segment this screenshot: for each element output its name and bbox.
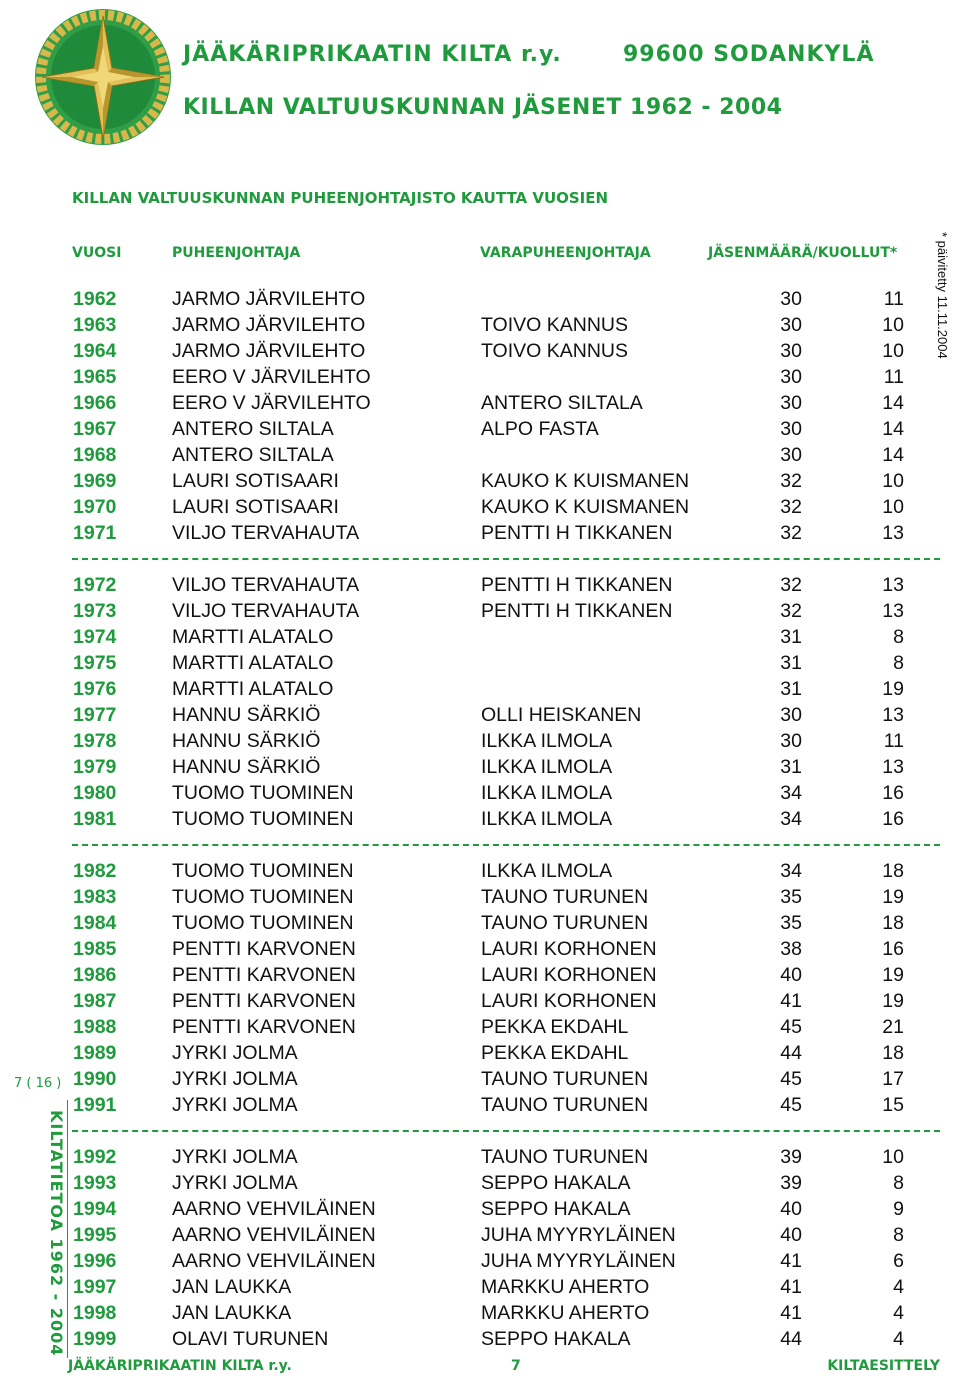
cell-deceased: 10 <box>882 470 904 492</box>
cell-deceased: 19 <box>882 678 904 700</box>
cell-year: 1979 <box>73 756 117 778</box>
cell-chair: JYRKI JOLMA <box>172 1094 298 1116</box>
cell-deceased: 4 <box>893 1276 904 1298</box>
cell-members: 32 <box>780 600 802 622</box>
cell-chair: TUOMO TUOMINEN <box>172 912 354 934</box>
table-row <box>0 416 960 442</box>
cell-members: 41 <box>780 1276 802 1298</box>
table-row <box>0 988 960 1014</box>
cell-year: 1968 <box>73 444 117 466</box>
cell-vice: JUHA MYYRYLÄINEN <box>481 1250 676 1272</box>
table-row <box>0 1144 960 1170</box>
cell-chair: AARNO VEHVILÄINEN <box>172 1224 376 1246</box>
cell-year: 1972 <box>73 574 117 596</box>
cell-members: 45 <box>780 1094 802 1116</box>
cell-year: 1993 <box>73 1172 117 1194</box>
logo-emblem <box>32 6 174 148</box>
cell-members: 30 <box>780 392 802 414</box>
section-divider <box>0 1118 960 1144</box>
table-body <box>0 286 960 1352</box>
cell-vice: PENTTI H TIKKANEN <box>481 574 673 596</box>
cell-deceased: 14 <box>882 418 904 440</box>
cell-year: 1987 <box>73 990 117 1012</box>
cell-year: 1962 <box>73 288 117 310</box>
cell-chair: EERO V JÄRVILEHTO <box>172 366 371 388</box>
header-org <box>183 42 923 67</box>
cell-members: 30 <box>780 444 802 466</box>
cell-members: 30 <box>780 314 802 336</box>
cell-deceased: 18 <box>882 912 904 934</box>
sidebar-title: KILTATIETOA 1962 - 2004 <box>47 1110 66 1357</box>
cell-members: 40 <box>780 1224 802 1246</box>
cell-deceased: 13 <box>882 600 904 622</box>
cell-year: 1990 <box>73 1068 117 1090</box>
cell-members: 31 <box>780 626 802 648</box>
col-year: VUOSI <box>72 245 122 261</box>
cell-chair: EERO V JÄRVILEHTO <box>172 392 371 414</box>
cell-members: 35 <box>780 886 802 908</box>
cell-deceased: 11 <box>883 730 904 752</box>
cell-deceased: 14 <box>882 444 904 466</box>
col-vice-chair: VARAPUHEENJOHTAJA <box>480 245 651 261</box>
cell-year: 1970 <box>73 496 117 518</box>
cell-chair: ANTERO SILTALA <box>172 444 334 466</box>
footer-section: KILTAESITTELY <box>827 1358 940 1374</box>
table-row <box>0 650 960 676</box>
table-row <box>0 754 960 780</box>
cell-members: 45 <box>780 1068 802 1090</box>
cell-deceased: 18 <box>882 1042 904 1064</box>
table-row <box>0 442 960 468</box>
footer-org: JÄÄKÄRIPRIKAATIN KILTA r.y. <box>68 1358 292 1374</box>
cell-members: 32 <box>780 470 802 492</box>
cell-chair: AARNO VEHVILÄINEN <box>172 1250 376 1272</box>
cell-deceased: 16 <box>882 782 904 804</box>
cell-vice: TAUNO TURUNEN <box>481 886 649 908</box>
sidebar-divider <box>67 1100 68 1358</box>
cell-members: 30 <box>780 418 802 440</box>
cell-deceased: 6 <box>893 1250 904 1272</box>
table-row <box>0 936 960 962</box>
cell-chair: VILJO TERVAHAUTA <box>172 574 360 596</box>
cell-chair: JYRKI JOLMA <box>172 1172 298 1194</box>
cell-year: 1969 <box>73 470 117 492</box>
cell-year: 1973 <box>73 600 117 622</box>
table-row <box>0 572 960 598</box>
table-row <box>0 390 960 416</box>
org-name: JÄÄKÄRIPRIKAATIN KILTA r.y. <box>183 42 562 67</box>
cell-vice: ALPO FASTA <box>481 418 599 440</box>
cell-vice: JUHA MYYRYLÄINEN <box>481 1224 676 1246</box>
cell-deceased: 19 <box>882 990 904 1012</box>
cell-year: 1996 <box>73 1250 117 1272</box>
cell-vice: KAUKO K KUISMANEN <box>481 496 690 518</box>
cell-year: 1985 <box>73 938 117 960</box>
cell-deceased: 18 <box>882 860 904 882</box>
cell-vice: ILKKA ILMOLA <box>481 756 613 778</box>
cell-chair: TUOMO TUOMINEN <box>172 808 354 830</box>
table-row <box>0 702 960 728</box>
cell-vice: SEPPO HAKALA <box>481 1172 631 1194</box>
table-row <box>0 598 960 624</box>
table-row <box>0 806 960 832</box>
cell-chair: LAURI SOTISAARI <box>172 470 339 492</box>
cell-members: 44 <box>780 1042 802 1064</box>
cell-members: 41 <box>780 1250 802 1272</box>
cell-chair: JYRKI JOLMA <box>172 1042 298 1064</box>
cell-deceased: 13 <box>882 756 904 778</box>
cell-members: 31 <box>780 652 802 674</box>
cell-year: 1999 <box>73 1328 117 1350</box>
cell-vice: TAUNO TURUNEN <box>481 912 649 934</box>
cell-vice: TAUNO TURUNEN <box>481 1146 649 1168</box>
cell-chair: AARNO VEHVILÄINEN <box>172 1198 376 1220</box>
cell-deceased: 10 <box>882 496 904 518</box>
section-title: KILLAN VALTUUSKUNNAN PUHEENJOHTAJISTO KAUTTA VUOSIEN <box>72 189 609 207</box>
cell-year: 1986 <box>73 964 117 986</box>
cell-year: 1975 <box>73 652 117 674</box>
cell-year: 1998 <box>73 1302 117 1324</box>
cell-year: 1997 <box>73 1276 117 1298</box>
cell-deceased: 16 <box>882 938 904 960</box>
cell-year: 1978 <box>73 730 117 752</box>
cell-members: 40 <box>780 1198 802 1220</box>
table-row <box>0 286 960 312</box>
cell-members: 31 <box>780 756 802 778</box>
table-row <box>0 1066 960 1092</box>
cell-members: 30 <box>780 340 802 362</box>
table-row <box>0 728 960 754</box>
cell-deceased: 4 <box>893 1302 904 1324</box>
cell-deceased: 13 <box>882 574 904 596</box>
cell-year: 1967 <box>73 418 117 440</box>
cell-members: 44 <box>780 1328 802 1350</box>
cell-year: 1964 <box>73 340 117 362</box>
table-row <box>0 624 960 650</box>
table-row <box>0 1040 960 1066</box>
cell-members: 30 <box>780 704 802 726</box>
cell-members: 45 <box>780 1016 802 1038</box>
cell-deceased: 10 <box>882 314 904 336</box>
cell-members: 31 <box>780 678 802 700</box>
cell-vice: PEKKA EKDAHL <box>481 1016 629 1038</box>
cell-year: 1991 <box>73 1094 117 1116</box>
cell-members: 32 <box>780 522 802 544</box>
table-row <box>0 1300 960 1326</box>
table-row <box>0 1274 960 1300</box>
table-row <box>0 962 960 988</box>
cell-members: 32 <box>780 496 802 518</box>
cell-members: 39 <box>780 1172 802 1194</box>
cell-deceased: 4 <box>893 1328 904 1350</box>
cell-deceased: 11 <box>883 288 904 310</box>
cell-chair: PENTTI KARVONEN <box>172 964 356 986</box>
cell-chair: PENTTI KARVONEN <box>172 1016 356 1038</box>
cell-deceased: 13 <box>882 704 904 726</box>
cell-chair: ANTERO SILTALA <box>172 418 334 440</box>
table-row <box>0 858 960 884</box>
cell-year: 1995 <box>73 1224 117 1246</box>
cell-year: 1983 <box>73 886 117 908</box>
table-row <box>0 312 960 338</box>
updated-note: * päivitetty 11.11.2004 <box>935 232 950 359</box>
table-row <box>0 884 960 910</box>
cell-year: 1965 <box>73 366 117 388</box>
cell-chair: HANNU SÄRKIÖ <box>172 704 321 726</box>
cell-vice: SEPPO HAKALA <box>481 1198 631 1220</box>
table-row <box>0 1196 960 1222</box>
cell-chair: HANNU SÄRKIÖ <box>172 756 321 778</box>
table-row <box>0 1248 960 1274</box>
cell-deceased: 8 <box>893 626 904 648</box>
cell-deceased: 17 <box>882 1068 904 1090</box>
table-row <box>0 364 960 390</box>
cell-deceased: 21 <box>882 1016 904 1038</box>
cell-vice: TAUNO TURUNEN <box>481 1068 649 1090</box>
cell-chair: LAURI SOTISAARI <box>172 496 339 518</box>
cell-year: 1974 <box>73 626 117 648</box>
cell-chair: TUOMO TUOMINEN <box>172 886 354 908</box>
cell-chair: TUOMO TUOMINEN <box>172 782 354 804</box>
cell-vice: ANTERO SILTALA <box>481 392 643 414</box>
cell-chair: JARMO JÄRVILEHTO <box>172 314 366 336</box>
table-row <box>0 1092 960 1118</box>
location: 99600 SODANKYLÄ <box>623 42 875 67</box>
table-row <box>0 1222 960 1248</box>
cell-deceased: 19 <box>882 964 904 986</box>
cell-deceased: 14 <box>882 392 904 414</box>
cell-year: 1988 <box>73 1016 117 1038</box>
table-row <box>0 338 960 364</box>
cell-chair: MARTTI ALATALO <box>172 678 334 700</box>
cell-vice: TOIVO KANNUS <box>481 340 629 362</box>
cell-vice: SEPPO HAKALA <box>481 1328 631 1350</box>
table-row <box>0 1170 960 1196</box>
cell-members: 34 <box>780 808 802 830</box>
cell-deceased: 8 <box>893 652 904 674</box>
cell-vice: TOIVO KANNUS <box>481 314 629 336</box>
cell-vice: PEKKA EKDAHL <box>481 1042 629 1064</box>
section-divider <box>0 832 960 858</box>
table-header <box>0 245 960 267</box>
cell-vice: LAURI KORHONEN <box>481 964 657 986</box>
cell-deceased: 8 <box>893 1224 904 1246</box>
cell-members: 30 <box>780 288 802 310</box>
cell-chair: JAN LAUKKA <box>172 1276 292 1298</box>
cell-vice: PENTTI H TIKKANEN <box>481 522 673 544</box>
section-divider <box>0 546 960 572</box>
cell-vice: ILKKA ILMOLA <box>481 860 613 882</box>
cell-members: 41 <box>780 990 802 1012</box>
col-chair: PUHEENJOHTAJA <box>172 245 301 261</box>
cell-vice: LAURI KORHONEN <box>481 938 657 960</box>
cell-deceased: 15 <box>882 1094 904 1116</box>
cell-members: 30 <box>780 730 802 752</box>
cell-members: 34 <box>780 782 802 804</box>
cell-chair: VILJO TERVAHAUTA <box>172 522 360 544</box>
cell-vice: PENTTI H TIKKANEN <box>481 600 673 622</box>
cell-members: 35 <box>780 912 802 934</box>
col-members: JÄSENMÄÄRÄ/KUOLLUT* <box>708 245 898 261</box>
cell-year: 1992 <box>73 1146 117 1168</box>
cell-deceased: 16 <box>882 808 904 830</box>
cell-members: 34 <box>780 860 802 882</box>
cell-deceased: 11 <box>883 366 904 388</box>
cell-chair: VILJO TERVAHAUTA <box>172 600 360 622</box>
cell-chair: HANNU SÄRKIÖ <box>172 730 321 752</box>
cell-vice: MARKKU AHERTO <box>481 1276 650 1298</box>
cell-deceased: 10 <box>882 1146 904 1168</box>
cell-year: 1977 <box>73 704 117 726</box>
cell-vice: MARKKU AHERTO <box>481 1302 650 1324</box>
page-title: KILLAN VALTUUSKUNNAN JÄSENET 1962 - 2004 <box>183 95 783 120</box>
cell-year: 1963 <box>73 314 117 336</box>
cell-members: 39 <box>780 1146 802 1168</box>
table-row <box>0 780 960 806</box>
cell-deceased: 19 <box>882 886 904 908</box>
table-row <box>0 1014 960 1040</box>
table-row <box>0 910 960 936</box>
cell-year: 1980 <box>73 782 117 804</box>
cell-deceased: 9 <box>893 1198 904 1220</box>
cell-members: 41 <box>780 1302 802 1324</box>
cell-vice: OLLI HEISKANEN <box>481 704 642 726</box>
cell-chair: OLAVI TURUNEN <box>172 1328 329 1350</box>
table-row <box>0 468 960 494</box>
cell-chair: TUOMO TUOMINEN <box>172 860 354 882</box>
cell-chair: MARTTI ALATALO <box>172 626 334 648</box>
cell-chair: MARTTI ALATALO <box>172 652 334 674</box>
cell-year: 1984 <box>73 912 117 934</box>
table-row <box>0 676 960 702</box>
cell-vice: ILKKA ILMOLA <box>481 782 613 804</box>
table-row <box>0 520 960 546</box>
cell-year: 1982 <box>73 860 117 882</box>
cell-vice: ILKKA ILMOLA <box>481 730 613 752</box>
cell-vice: TAUNO TURUNEN <box>481 1094 649 1116</box>
table-row <box>0 1326 960 1352</box>
cell-deceased: 8 <box>893 1172 904 1194</box>
footer <box>0 1358 960 1380</box>
cell-members: 32 <box>780 574 802 596</box>
cell-members: 30 <box>780 366 802 388</box>
cell-year: 1966 <box>73 392 117 414</box>
cell-deceased: 10 <box>882 340 904 362</box>
cell-chair: PENTTI KARVONEN <box>172 990 356 1012</box>
cell-chair: JARMO JÄRVILEHTO <box>172 288 366 310</box>
cell-vice: LAURI KORHONEN <box>481 990 657 1012</box>
cell-chair: JYRKI JOLMA <box>172 1068 298 1090</box>
cell-year: 1994 <box>73 1198 117 1220</box>
table-row <box>0 494 960 520</box>
cell-chair: PENTTI KARVONEN <box>172 938 356 960</box>
cell-chair: JYRKI JOLMA <box>172 1146 298 1168</box>
cell-chair: JAN LAUKKA <box>172 1302 292 1324</box>
cell-year: 1971 <box>73 522 117 544</box>
cell-deceased: 13 <box>882 522 904 544</box>
cell-chair: JARMO JÄRVILEHTO <box>172 340 366 362</box>
page-reference: 7 ( 16 ) <box>14 1076 62 1091</box>
cell-year: 1989 <box>73 1042 117 1064</box>
cell-members: 40 <box>780 964 802 986</box>
cell-year: 1981 <box>73 808 117 830</box>
cell-vice: KAUKO K KUISMANEN <box>481 470 690 492</box>
footer-page-number: 7 <box>511 1358 521 1374</box>
cell-members: 38 <box>780 938 802 960</box>
cell-vice: ILKKA ILMOLA <box>481 808 613 830</box>
cell-year: 1976 <box>73 678 117 700</box>
